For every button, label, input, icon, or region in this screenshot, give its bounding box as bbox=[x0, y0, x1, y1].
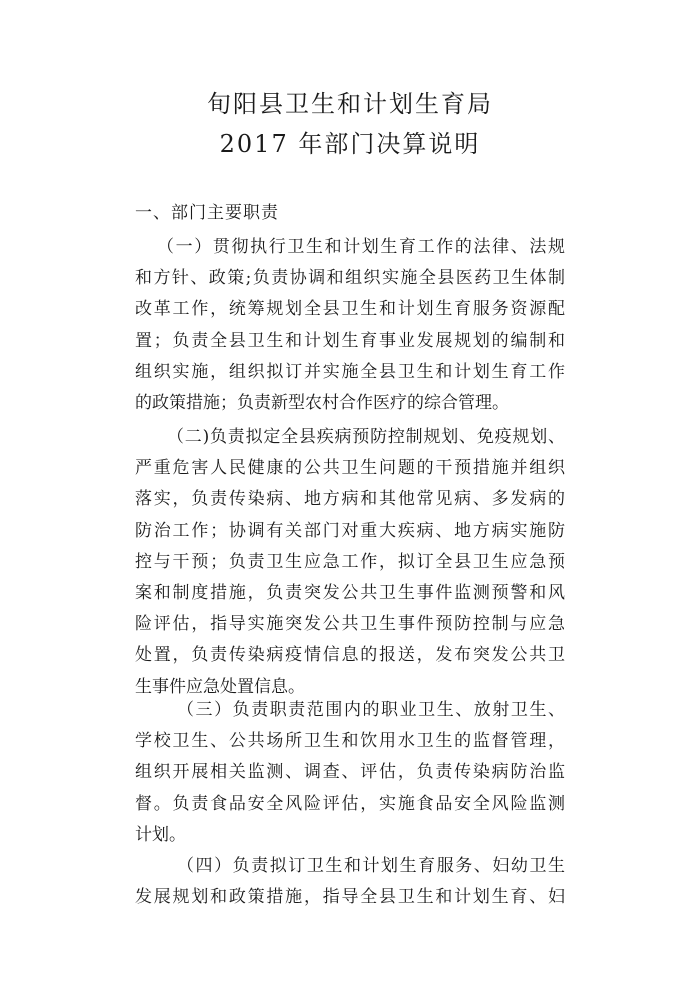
paragraph-line: （三）负责职责范围内的职业卫生、放射卫生、 bbox=[177, 700, 565, 720]
paragraph-line: 落实，负责传染病、地方病和其他常见病、多发病的 bbox=[135, 489, 565, 510]
paragraph-line: 控与干预；负责卫生应急工作，拟订全县卫生应急预 bbox=[135, 551, 565, 572]
paragraph-line: 严重危害人民健康的公共卫生问题的干预措施并组织 bbox=[135, 458, 565, 479]
paragraph-line: 发展规划和政策措施，指导全县卫生和计划生育、妇 bbox=[135, 887, 565, 908]
paragraph-3 bbox=[135, 695, 565, 851]
paragraph-line: 督。负责食品安全风险评估，实施食品安全风险监测 bbox=[135, 793, 565, 814]
paragraph-line: 组织开展相关监测、调查、评估，负责传染病防治监 bbox=[135, 762, 565, 783]
paragraph-line: （二)负责拟定全县疾病预防控制规划、免疫规划、 bbox=[167, 427, 565, 447]
paragraph-line: 计划。 bbox=[135, 824, 186, 845]
document-title-line-1: 旬阳县卫生和计划生育局 bbox=[207, 90, 493, 118]
paragraph-line: 学校卫生、公共场所卫生和饮用水卫生的监督管理， bbox=[135, 731, 565, 752]
paragraph-line: 置；负责全县卫生和计划生育事业发展规划的编制和 bbox=[135, 330, 565, 351]
paragraph-line: 改革工作，统筹规划全县卫生和计划生育服务资源配 bbox=[135, 299, 565, 320]
paragraph-line: 生事件应急处置信息。 bbox=[135, 676, 305, 697]
paragraph-line: （四）负责拟订卫生和计划生育服务、妇幼卫生 bbox=[177, 856, 565, 876]
paragraph-line: 防治工作；协调有关部门对重大疾病、地方病实施防 bbox=[135, 520, 565, 541]
document-title-line-2: 2017 年部门决算说明 bbox=[219, 130, 481, 158]
section-heading: 一、部门主要职责 bbox=[135, 203, 279, 223]
paragraph-1 bbox=[135, 232, 565, 419]
paragraph-line: 的政策措施；负责新型农村合作医疗的综合管理。 bbox=[135, 392, 509, 413]
paragraph-line: （一）贯彻执行卫生和计划生育工作的法律、法规 bbox=[157, 237, 565, 257]
paragraph-line: 处置，负责传染病疫情信息的报送，发布突发公共卫 bbox=[135, 645, 565, 666]
paragraph-2 bbox=[135, 422, 565, 703]
paragraph-line: 案和制度措施，负责突发公共卫生事件监测预警和风 bbox=[135, 582, 565, 603]
paragraph-line: 组织实施，组织拟订并实施全县卫生和计划生育工作 bbox=[135, 361, 565, 382]
paragraph-line: 和方针、政策;负责协调和组织实施全县医药卫生体制 bbox=[135, 268, 565, 289]
paragraph-line: 险评估，指导实施突发公共卫生事件预防控制与应急 bbox=[135, 614, 565, 635]
paragraph-4 bbox=[135, 851, 565, 913]
